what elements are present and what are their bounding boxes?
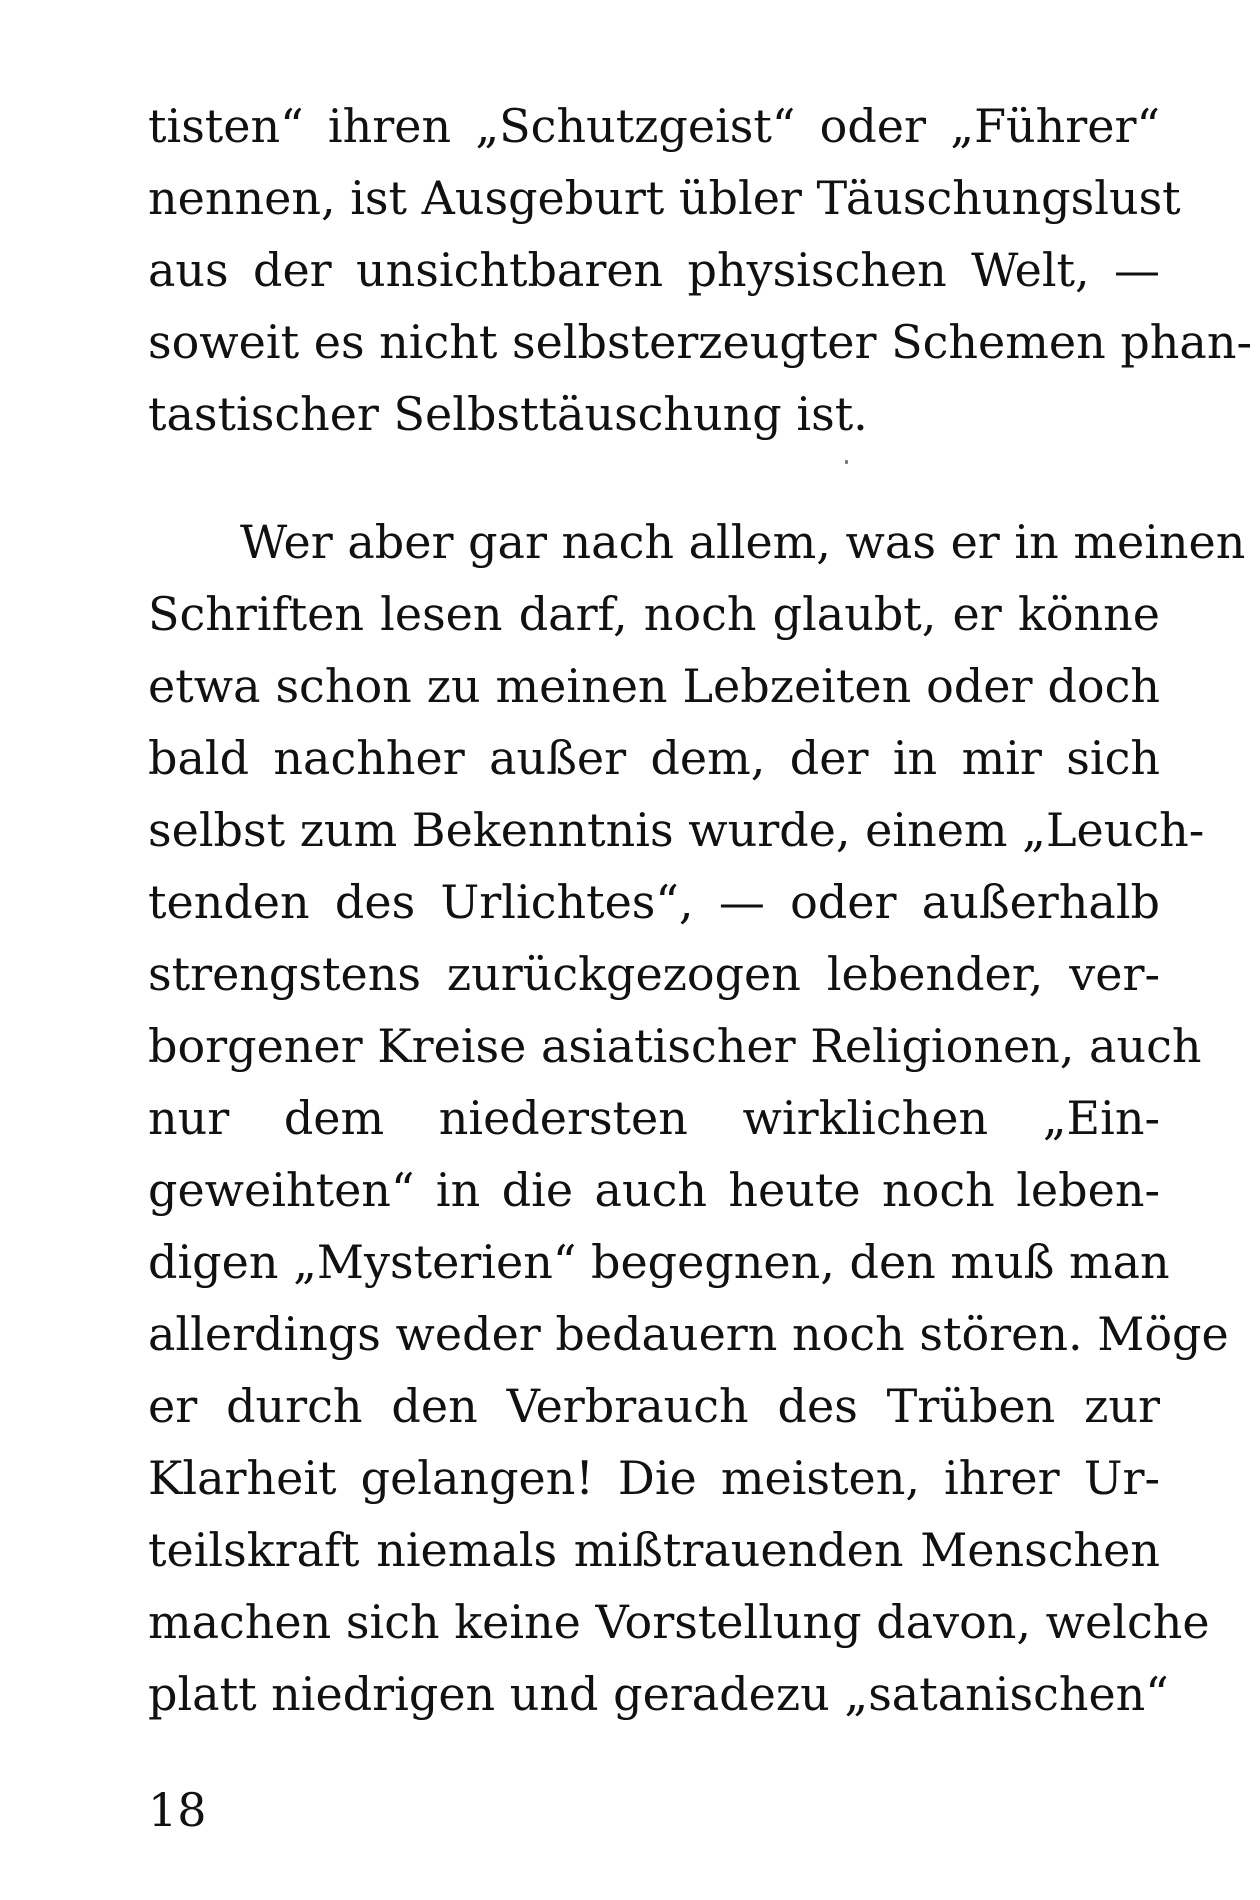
text-line: aus der unsichtbaren physischen Welt, — [148,243,1160,297]
text-line: tenden des Urlichtes“, — oder außerhalb [148,875,1160,929]
text-line: allerdings weder bedauern noch stören. Möge [148,1307,1229,1361]
text-line: etwa schon zu meinen Lebzeiten oder doch [148,659,1160,713]
text-line: machen sich keine Vorstellung davon, welche [148,1595,1210,1649]
text-line: er durch den Verbrauch des Trüben zur [148,1379,1160,1433]
paragraph-2 [148,506,1246,1730]
text-line: Wer aber gar nach allem, was er in meinen [240,515,1246,569]
text-line: geweihten“ in die auch heute noch leben- [148,1163,1160,1217]
text-line: borgener Kreise asiatischer Religionen, auch [148,1019,1202,1073]
text-line: nennen, ist Ausgeburt übler Täuschungslust [148,171,1181,225]
page-number: 18 [148,1783,207,1837]
text-line: selbst zum Bekenntnis wurde, einem „Leuch- [148,803,1205,857]
text-line: strengstens zurückgezogen lebender, ver- [148,947,1160,1001]
text-line: digen „Mysterien“ begegnen, den muß man [148,1235,1170,1289]
text-line: tastischer Selbsttäuschung ist. [148,387,868,441]
text-line: Schriften lesen darf, noch glaubt, er könne [148,587,1160,641]
text-line: bald nachher außer dem, der in mir sich [148,731,1160,785]
text-line: teilskraft niemals mißtrauenden Menschen [148,1523,1160,1577]
paragraph-1 [148,90,1253,450]
text-line: nur dem niedersten wirklichen „Ein- [148,1091,1160,1145]
text-line: platt niedrigen und geradezu „satanischen“ [148,1667,1169,1721]
text-line: soweit es nicht selbsterzeugter Schemen phan- [148,315,1253,369]
print-speck [845,460,848,464]
text-line: tisten“ ihren „Schutzgeist“ oder „Führer“ [148,99,1160,153]
text-line: Klarheit gelangen! Die meisten, ihrer Ur- [148,1451,1160,1505]
